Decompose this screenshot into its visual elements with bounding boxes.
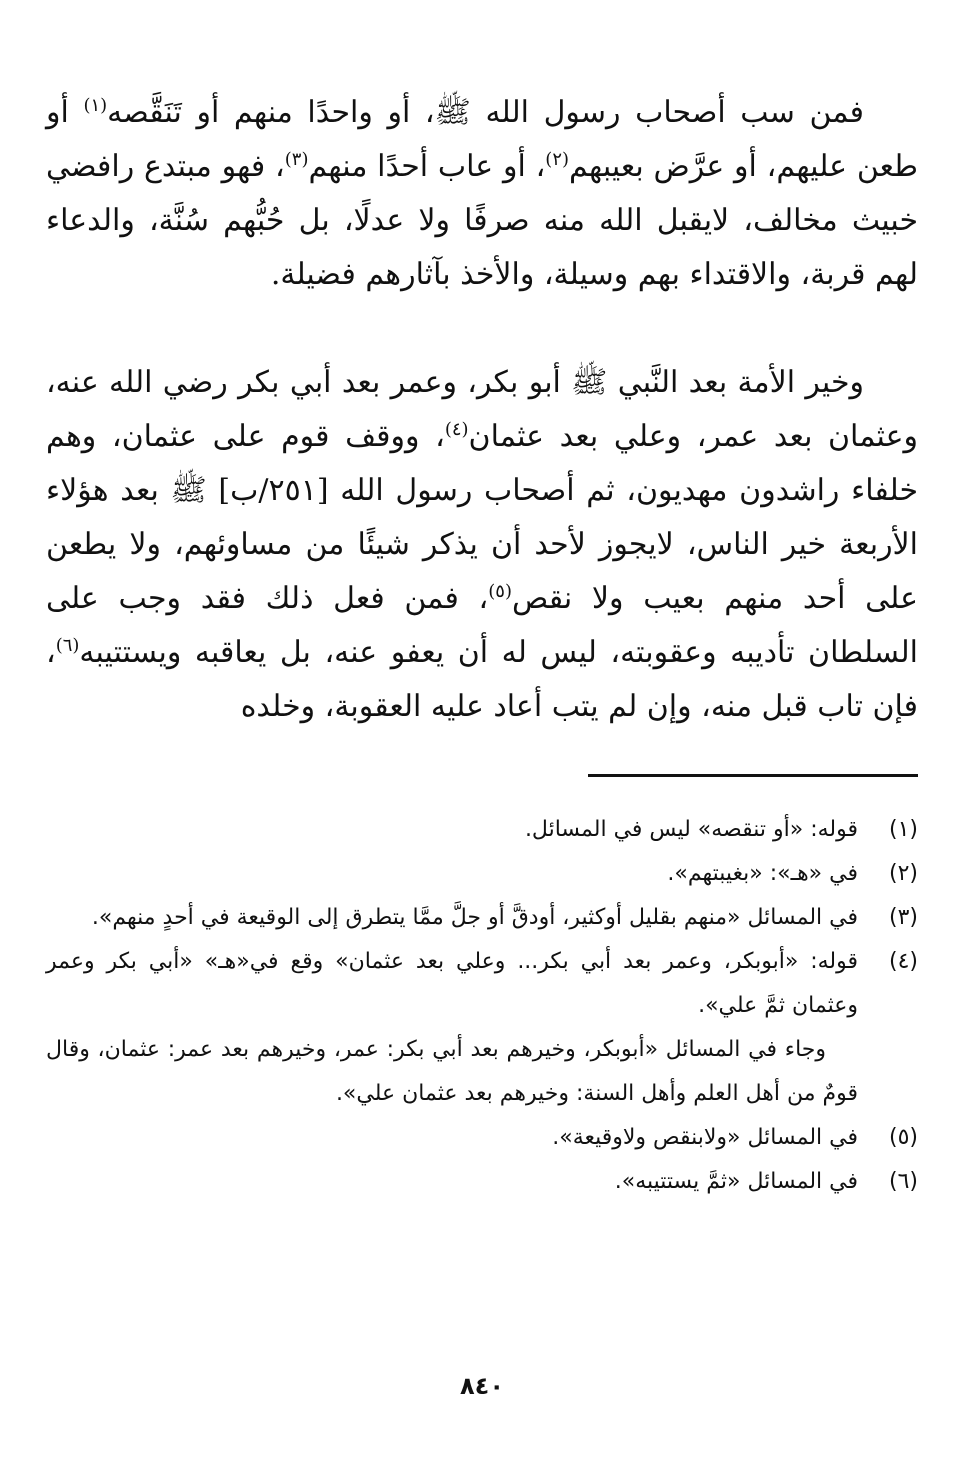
footnote-item — [46, 1116, 918, 1160]
footnote-continuation: وجاء في المسائل «أبوبكر، وخيرهم بعد أبي بكر: عمر، وخيرهم بعد عمر: عثمان، وقال قومٌ من أهل العلم وأهل السنة: وخيرهم بعد عثمان علي». — [46, 1037, 858, 1106]
footnote-text: في المسائل «منهم بقليل أوكثير، أودقَّ أو جلَّ ممَّا يتطرق إلى الوقيعة في أحدٍ منهم». — [91, 905, 858, 930]
footnote-marker: (٦) — [55, 635, 80, 656]
footnote-item — [46, 808, 918, 852]
footnote-item — [46, 940, 918, 1028]
footnote-item — [46, 1160, 918, 1204]
text-run: فمن سب أصحاب رسول الله ﷺ، أو واحدًا منهم أو تَنَقَّصه — [107, 95, 864, 130]
footnote-number: (١) — [888, 817, 918, 842]
footnote-text: في «هـ»: «بغيبتهم». — [667, 861, 858, 886]
footnote-text: في المسائل «ولابنقص ولاوقيعة». — [552, 1125, 858, 1150]
paragraph-gap — [46, 302, 918, 356]
footnote-marker: (٥) — [488, 581, 512, 602]
footnote-marker: (١) — [83, 95, 108, 116]
text-run: وخير الأمة بعد النَّبي ﷺ أبو بكر، وعمر بعد أبي بكر رضي الله عنه، وعثمان بعد عمر، وعلي بعد عثمان — [46, 365, 918, 454]
text-run: ، فإن تاب قبل منه، وإن لم يتب أعاد عليه العقوبة، وخلده — [46, 635, 918, 724]
footnote-marker: (٤) — [444, 419, 469, 440]
paragraph — [46, 86, 918, 302]
footnote-item — [46, 896, 918, 940]
page-number: ٨٤٠ — [460, 1372, 504, 1400]
text-run: ، فهو مبتدع رافضي خبيث مخالف، لايقبل الله منه صرفًا ولا عدلًا، بل حُبُّهم سُنَّة، والدعاء لهم قربة، والاقتداء بهم وسيلة، والأخذ بآثارهم فضيلة. — [46, 149, 918, 292]
footnote-text: قوله: «أبوبكر، وعمر بعد أبي بكر... وعلي بعد عثمان» وقع في«هـ» «أبي بكر وعمر وعثمان ثمَّ علي». — [46, 949, 858, 1018]
footnote-text: قوله: «أو تنقصه» ليس في المسائل. — [524, 817, 858, 842]
footnote-number: (٢) — [888, 861, 918, 886]
footnote-number: (٦) — [888, 1169, 918, 1194]
footnote-marker: (٣) — [284, 149, 309, 170]
footnote-number: (٥) — [888, 1125, 918, 1150]
text-run: ، أو عاب أحدًا منهم — [308, 149, 546, 184]
footnote-number: (٣) — [888, 905, 918, 930]
footnote-item — [46, 852, 918, 896]
paragraph — [46, 356, 918, 734]
footnote-marker: (٢) — [545, 149, 570, 170]
footnotes — [46, 808, 918, 1204]
footnote-text: في المسائل «ثمَّ يستتيبه». — [614, 1169, 858, 1194]
footnote-separator — [588, 774, 918, 777]
text-run: أو طعن عليهم، أو عرَّض بعيبهم — [46, 95, 919, 184]
text-run: ، فمن فعل ذلك فقد وجب على السلطان تأديبه وعقوبته، ليس له أن يعفو عنه، بل يعاقبه ويستتيبه — [46, 581, 918, 670]
footnote-number: (٤) — [888, 949, 918, 974]
main-text — [46, 86, 918, 734]
text-run: ، ووقف قوم على عثمان، وهم خلفاء راشدون مهديون، ثم أصحاب رسول الله [٢٥١/ب] ﷺ بعد هؤلاء الأربعة خير الناس، لايجوز لأحد أن يذكر شيئًا من مساوئهم، ولا يطعن على أحد منهم بعيب ولا نقص — [46, 419, 918, 616]
